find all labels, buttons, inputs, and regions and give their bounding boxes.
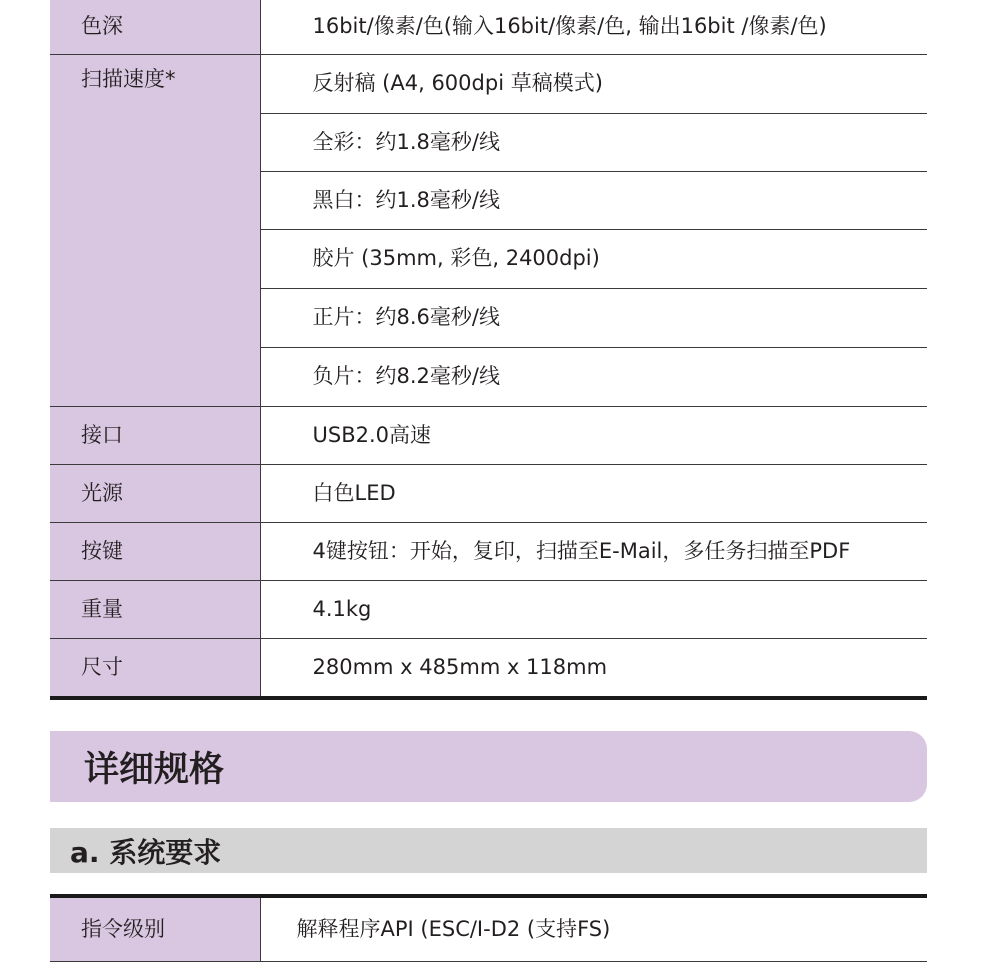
spec-value: 16bit/像素/色(输入16bit/像素/色, 输出16bit /像素/色) [260, 0, 927, 54]
spec-row-light-source [50, 464, 927, 522]
section-title: 详细规格 [50, 731, 927, 802]
spec-value: 黑白：约1.8毫秒/线 [260, 171, 927, 229]
spec-key: 光源 [50, 464, 260, 522]
spec-row-buttons [50, 522, 927, 580]
requirement-value: 解释程序API (ESC/I-D2 (支持FS) [260, 896, 927, 962]
requirements-row-command-level [50, 896, 927, 962]
spec-key: 重量 [50, 580, 260, 638]
spec-value: 全彩：约1.8毫秒/线 [260, 113, 927, 171]
requirement-key: 指令级别 [50, 896, 260, 962]
spec-key: 接口 [50, 406, 260, 464]
spec-value: 4键按钮：开始，复印，扫描至E-Mail，多任务扫描至PDF [260, 522, 927, 580]
spec-key: 色深 [50, 0, 260, 54]
spec-key: 尺寸 [50, 638, 260, 698]
spec-key: 扫描速度* [50, 54, 260, 406]
spec-value: 胶片 (35mm, 彩色, 2400dpi) [260, 229, 927, 288]
spec-value: 白色LED [260, 464, 927, 522]
spec-row-color-depth [50, 0, 927, 54]
spec-value: 负片：约8.2毫秒/线 [260, 347, 927, 406]
spec-row-scan-speed [50, 54, 927, 113]
spec-value: 正片：约8.6毫秒/线 [260, 288, 927, 347]
spec-value: 4.1kg [260, 580, 927, 638]
section-subtitle: a. 系统要求 [50, 828, 927, 873]
spec-row-interface [50, 406, 927, 464]
requirements-table [50, 894, 927, 962]
spec-value: 反射稿 (A4, 600dpi 草稿模式) [260, 54, 927, 113]
spec-row-weight [50, 580, 927, 638]
spec-table [50, 0, 927, 700]
spec-value: 280mm x 485mm x 118mm [260, 638, 927, 698]
spec-row-dimensions [50, 638, 927, 698]
spec-key: 按键 [50, 522, 260, 580]
spec-value: USB2.0高速 [260, 406, 927, 464]
